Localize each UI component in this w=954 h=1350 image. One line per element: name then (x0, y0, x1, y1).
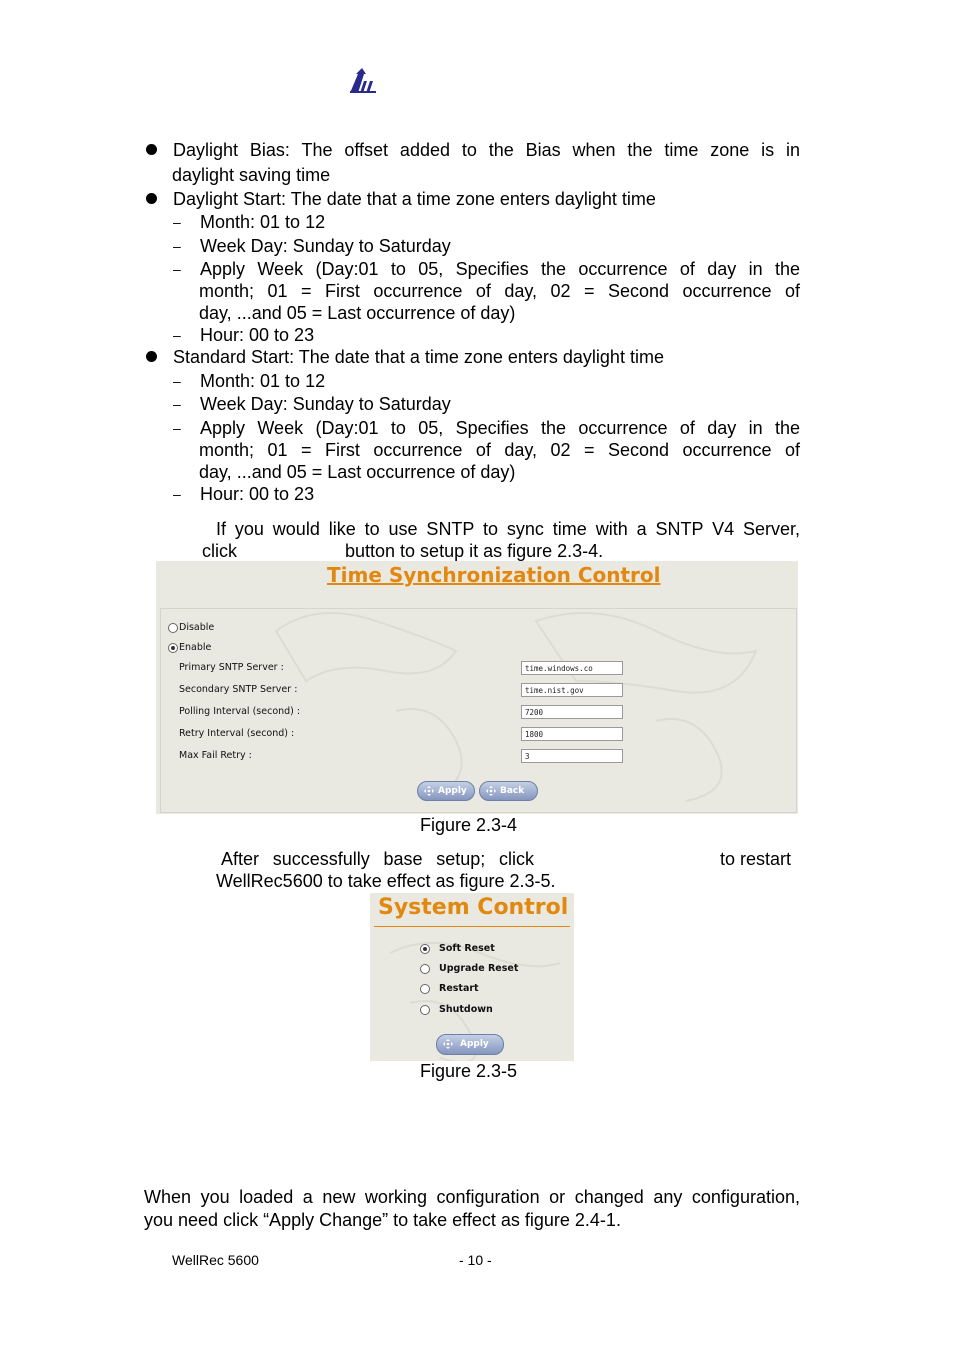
dash-marker: – (173, 238, 181, 254)
shutdown-radio[interactable] (420, 1005, 430, 1015)
daylight-bias-text: Daylight Bias: The offset added to the Bias when the time zone is in (173, 140, 800, 160)
bullet-dot (146, 193, 157, 204)
system-control-figure (370, 893, 574, 1061)
list-item: month; 01 = First occurrence of day, 02 = Second occurrence of (199, 281, 800, 301)
move-arrows-icon (424, 786, 434, 796)
list-item: Hour: 00 to 23 (200, 325, 315, 345)
figure-caption: Figure 2.3-4 (420, 815, 518, 835)
daylight-bias-text-cont: daylight saving time (172, 165, 331, 185)
time-sync-figure (156, 561, 798, 814)
move-arrows-icon (486, 786, 496, 796)
standard-start-text: Standard Start: The date that a time zone enters daylight time (173, 347, 664, 367)
dash-marker: – (173, 373, 181, 389)
soft-reset-label: Soft Reset (439, 943, 495, 954)
apply-button[interactable] (417, 781, 475, 801)
bullet-dot (146, 351, 157, 362)
apply-change-paragraph-cont: you need click “Apply Change” to take effect as figure 2.4-1. (144, 1210, 621, 1230)
figure-title: System Control (378, 895, 569, 920)
primary-sntp-label: Primary SNTP Server : (179, 662, 284, 673)
max-fail-retry-input[interactable]: 3 (521, 749, 623, 763)
page-number: - 10 - (459, 1252, 492, 1268)
daylight-start-text: Daylight Start: The date that a time zone enters daylight time (173, 189, 656, 209)
sntp-paragraph: If you would like to use SNTP to sync time with a SNTP V4 Server, (216, 519, 800, 539)
disable-label: Disable (179, 622, 215, 633)
restart-paragraph-end: to restart (720, 849, 792, 869)
apply-button[interactable] (436, 1034, 504, 1055)
back-button-label: Back (500, 786, 525, 796)
dash-marker: – (173, 486, 181, 502)
move-arrows-icon (443, 1039, 453, 1049)
disable-radio[interactable] (168, 623, 178, 633)
list-item: Month: 01 to 12 (200, 371, 326, 391)
list-item: Week Day: Sunday to Saturday (200, 236, 451, 256)
footer-product: WellRec 5600 (172, 1252, 259, 1268)
dash-marker: – (173, 420, 181, 436)
click-word: click (202, 541, 237, 561)
secondary-sntp-input[interactable]: time.nist.gov (521, 683, 623, 697)
restart-radio[interactable] (420, 984, 430, 994)
list-item: Apply Week (Day:01 to 05, Specifies the occurrence of day in the (200, 418, 800, 438)
dash-marker: – (173, 261, 181, 277)
polling-interval-label: Polling Interval (second) : (179, 706, 301, 717)
restart-label: Restart (439, 983, 479, 994)
title-underline (374, 926, 570, 927)
enable-label: Enable (179, 642, 212, 653)
figure-caption: Figure 2.3-5 (420, 1061, 518, 1081)
company-logo-icon (348, 68, 378, 94)
apply-button-label: Apply (438, 786, 467, 796)
list-item: month; 01 = First occurrence of day, 02 = Second occurrence of (199, 440, 800, 460)
list-item: Apply Week (Day:01 to 05, Specifies the occurrence of day in the (200, 259, 800, 279)
apply-change-paragraph: When you loaded a new working configuration or changed any configuration, (144, 1187, 800, 1207)
primary-sntp-input[interactable]: time.windows.co (521, 661, 623, 675)
figure-title: Time Synchronization Control (327, 563, 661, 587)
back-button[interactable] (479, 781, 538, 801)
dash-marker: – (173, 396, 181, 412)
upgrade-reset-radio[interactable] (420, 964, 430, 974)
dash-marker: – (173, 327, 181, 343)
retry-interval-label: Retry Interval (second) : (179, 728, 295, 739)
secondary-sntp-label: Secondary SNTP Server : (179, 684, 298, 695)
soft-reset-radio[interactable] (420, 944, 430, 954)
list-item: Week Day: Sunday to Saturday (200, 394, 451, 414)
apply-button-label: Apply (460, 1039, 489, 1049)
max-fail-retry-label: Max Fail Retry : (179, 750, 252, 761)
restart-paragraph-cont: WellRec5600 to take effect as figure 2.3-5. (216, 871, 556, 891)
list-item: Hour: 00 to 23 (200, 484, 315, 504)
upgrade-reset-label: Upgrade Reset (439, 963, 519, 974)
enable-radio[interactable] (168, 643, 178, 653)
polling-interval-input[interactable]: 7200 (521, 705, 623, 719)
bullet-dot (146, 144, 157, 155)
list-item: Month: 01 to 12 (200, 212, 326, 232)
list-item: day, ...and 05 = Last occurrence of day) (199, 462, 516, 482)
sntp-paragraph-cont: button to setup it as figure 2.3-4. (345, 541, 604, 561)
restart-paragraph: After successfully base setup; click (221, 849, 534, 869)
shutdown-label: Shutdown (439, 1004, 493, 1015)
dash-marker: – (173, 214, 181, 230)
list-item: day, ...and 05 = Last occurrence of day) (199, 303, 516, 323)
retry-interval-input[interactable]: 1800 (521, 727, 623, 741)
